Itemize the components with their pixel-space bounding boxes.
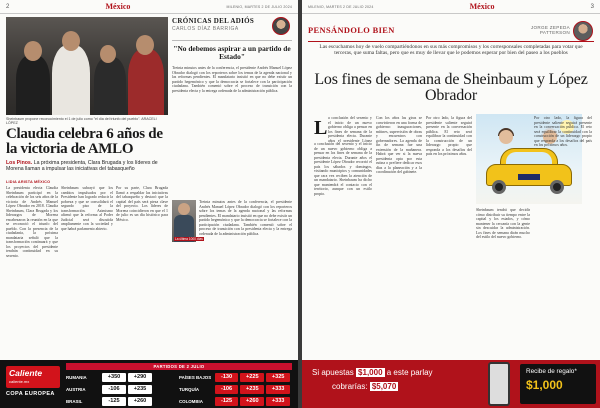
deck-kicker: Los Pinos. bbox=[6, 160, 33, 166]
dropcap: L bbox=[314, 117, 328, 139]
body-column-3: Por otro lado, la figura del presidente saliente seguirá presente en la conversación pública. El reto será equilibrar la continuidad con la construcción de un liderazgo propio que responda a los desafíos del país en los próximos años. bbox=[426, 116, 472, 156]
odds-value: +333 bbox=[266, 385, 290, 394]
ad-line-1-amount: $1,000 bbox=[358, 368, 383, 377]
odds-value: +225 bbox=[240, 373, 264, 382]
right-page bbox=[302, 0, 600, 408]
ad-cup-label: COPA EUROPEA bbox=[6, 391, 55, 397]
odds-value: -106 bbox=[102, 385, 126, 394]
odds-value: +325 bbox=[266, 373, 290, 382]
deck-text: La próxima presidenta, Clara Brugada y los líderes de Morena llaman a impulsar las iniciativas del tabasqueño bbox=[6, 160, 158, 173]
column-headline: Los fines de semana de Sheinbaum y López Obrador bbox=[314, 71, 588, 104]
odds-value: +333 bbox=[266, 397, 290, 406]
odds-table bbox=[66, 372, 292, 408]
body-column-2: Sheinbaum subrayó que los cambios impulsados por el Presidente han logrado reducir la pobreza y que se consolidará el segundo piso de la transformación. Asimismo afirmó que la reforma al Poder Judicial será discutida ampliamente con la sociedad y que habrá parlamento abierto. bbox=[61, 186, 113, 231]
odds-team: PAÍSES BAJOS bbox=[179, 375, 212, 380]
column-body: Treinta minutos antes de la conferencia, el presidente Andrés Manuel López Obrador dialogó con los reporteros sobre los temas de la agenda nacional y las reformas pendientes. El mandatario insistió en que no debe existir un partido hegemónico y que la democracia se fortalece con la participación ciudadana. También comentó sobre el proceso de transición con la presidenta electa y la entrega ordenada de la administración pública. bbox=[172, 66, 292, 93]
odds-value: -130 bbox=[215, 373, 239, 382]
gift-amount: $1,000 bbox=[526, 378, 563, 392]
odds-value: +350 bbox=[102, 373, 126, 382]
columnist-avatar bbox=[272, 17, 290, 35]
ad-line-1-prefix: Si apuestas bbox=[312, 368, 354, 377]
byline: LIDIA ARISTA MÉXICO bbox=[6, 180, 51, 184]
inset-photo bbox=[172, 200, 196, 242]
section-label: México bbox=[469, 2, 495, 11]
column-author: CARLOS DÍAZ BARRIGA bbox=[172, 26, 239, 32]
parlay-ad[interactable] bbox=[302, 360, 600, 408]
body-column-4: Sheinbaum tendrá que decidir cómo distribuir su tiempo entre la capital y los estados, y cómo mantener la cercanía con la gente sin descuidar la administración. Los fines de semana dirán mucho del estilo del nuevo gobierno. bbox=[476, 208, 530, 239]
gift-box bbox=[520, 364, 596, 404]
column-quote: "No debemos aspirar a un partido de Estado" bbox=[173, 44, 291, 61]
ad-line-2-prefix: cobrarías: bbox=[332, 382, 368, 391]
gift-title: Recibe de regalo* bbox=[526, 368, 577, 375]
odds-team: TURQUÍA bbox=[179, 387, 200, 392]
folio-date: MILENIO, MARTES 2 DE JULIO 2024 bbox=[308, 4, 374, 9]
divider bbox=[172, 40, 292, 41]
ad-brand-url: caliente.mx bbox=[9, 379, 30, 384]
opinion-column-header bbox=[172, 17, 292, 32]
ad-brand-name: Caliente bbox=[9, 368, 43, 378]
odds-row bbox=[66, 396, 292, 407]
page-number: 3 bbox=[590, 3, 594, 10]
lead-photo bbox=[6, 17, 168, 115]
body-column-2: Con los años las giras se convirtieron en una forma de gobierno: inauguraciones, mítines, supervisión de obras y encuentros con gobernadores. La agenda de fin de semana fue una extensión de la mañanera. Habrá que ver si la nueva presidenta opta por esta rutina o prefiere dedicar esos días a la planeación y a la coordinación del gabinete. bbox=[376, 116, 422, 174]
odds-value: -125 bbox=[102, 397, 126, 406]
odds-value: +235 bbox=[128, 385, 152, 394]
body-column-1: La presidenta electa Claudia Sheinbaum participó en la celebración de los seis años de la victoria de Andrés Manuel López Obrador en 2018. Claudia Sheinbaum, Clara Brugada y los liderazgos de Morena encabezaron la reunión en la que se reconoció el triunfo del pueblo. Con la presencia de la ciudadanía, la próxima mandataria señaló que la transformación continuará y que los proyectos del presidente tendrán continuidad en su sexenio. bbox=[6, 186, 58, 258]
page-number: 2 bbox=[6, 3, 10, 10]
body-column-1-top: a conclusión del sexenio y el inicio de un nuevo gobierno obliga a pensar en los fines de semana de la presidenta electa. Durante años el presidente López bbox=[328, 116, 372, 142]
odds-team: RUMANIA bbox=[66, 375, 87, 380]
column-author: JORGE ZEPEDA PATTERSON bbox=[530, 25, 570, 36]
odds-value: +235 bbox=[240, 385, 264, 394]
ad-line-1-suffix: a este parlay bbox=[386, 368, 433, 377]
body-column-5: Por otro lado, la figura del presidente saliente seguirá presente en la conversación pública. El reto será equilibrar la continuidad con la construcción de un liderazgo propio que responda a los desafíos del país en los próximos años. bbox=[534, 116, 592, 147]
folio-date: MILENIO, MARTES 2 DE JULIO 2024 bbox=[226, 4, 292, 9]
odds-row bbox=[66, 372, 292, 383]
left-page bbox=[0, 0, 298, 408]
betting-ad[interactable] bbox=[0, 360, 298, 408]
column-deck: Las escuchamos hoy de vuelo compartiéndonos en sus más compromisos y los corresponsales completadas para votar que terceras, que suma faltas, pero que es muy de llevar que le podemos esperar por bien del paseo a los pueblos bbox=[319, 44, 583, 57]
ad-line-2 bbox=[332, 382, 398, 391]
phone-icon bbox=[488, 362, 510, 406]
body-column-1: a conclusión del sexenio y el inicio de un nuevo gobierno obliga a pensar en los fines de semana de la presidenta electa. Durante años el presidente López Obrador recorrió el país los sábados y domingos, visitando municipios y comunidades que rara vez reciben la atención de un mandatario. Sheinbaum ha dicho que mantendrá el contacto con el territorio, aunque con un estilo propio. bbox=[314, 142, 372, 196]
column-title: CRÓNICAS DEL ADIÓS bbox=[172, 17, 255, 25]
left-folio bbox=[0, 0, 298, 14]
lead-headline: Claudia celebra 6 años de la victoria de AMLO bbox=[6, 126, 163, 157]
body-column-3: Por su parte, Clara Brugada llamó a respaldar las iniciativas del tabasqueño y destacó que la capital del país será pieza clave del proyecto. Los líderes de Morena coincidieron en que el 1 de julio es un día histórico para México. bbox=[116, 186, 168, 222]
column-name: PENSÁNDOLO BIEN bbox=[308, 26, 395, 35]
right-folio bbox=[302, 0, 600, 14]
ad-banner: PARTIDOS DE 2 JULIO bbox=[66, 363, 292, 370]
columnist-avatar bbox=[573, 21, 593, 41]
odds-team: AUSTRIA bbox=[66, 387, 86, 392]
odds-team: BRASIL bbox=[66, 399, 83, 404]
odds-value: +290 bbox=[128, 373, 152, 382]
odds-value: +260 bbox=[240, 397, 264, 406]
odds-value: -106 bbox=[215, 385, 239, 394]
lead-deck bbox=[6, 160, 168, 172]
odds-value: +260 bbox=[128, 397, 152, 406]
section-label: México bbox=[105, 2, 131, 11]
odds-team: COLOMBIA bbox=[179, 399, 203, 404]
column-body-continued: Treinta minutos antes de la conferencia, el presidente Andrés Manuel López Obrador dialogó con los reporteros sobre los temas de la agenda nacional y las reformas pendientes. El mandatario insistió en que no debe existir un partido hegemónico y que la democracia se fortalece con la participación ciudadana. También comentó sobre el proceso de transición con la presidenta electa y la entrega ordenada de la administración pública. bbox=[199, 200, 292, 236]
inset-label: La última 1000 días bbox=[175, 237, 203, 241]
header-rule bbox=[308, 41, 594, 42]
odds-row bbox=[66, 384, 292, 395]
ad-line-1 bbox=[312, 368, 433, 377]
odds-value: -125 bbox=[215, 397, 239, 406]
photo-caption: Sheinbaum propone reconocimiento el 1 de julio como "el día del triunfo del pueblo". ARACELI LÓPEZ bbox=[6, 117, 157, 126]
ad-line-2-amount: $5,070 bbox=[371, 382, 397, 391]
